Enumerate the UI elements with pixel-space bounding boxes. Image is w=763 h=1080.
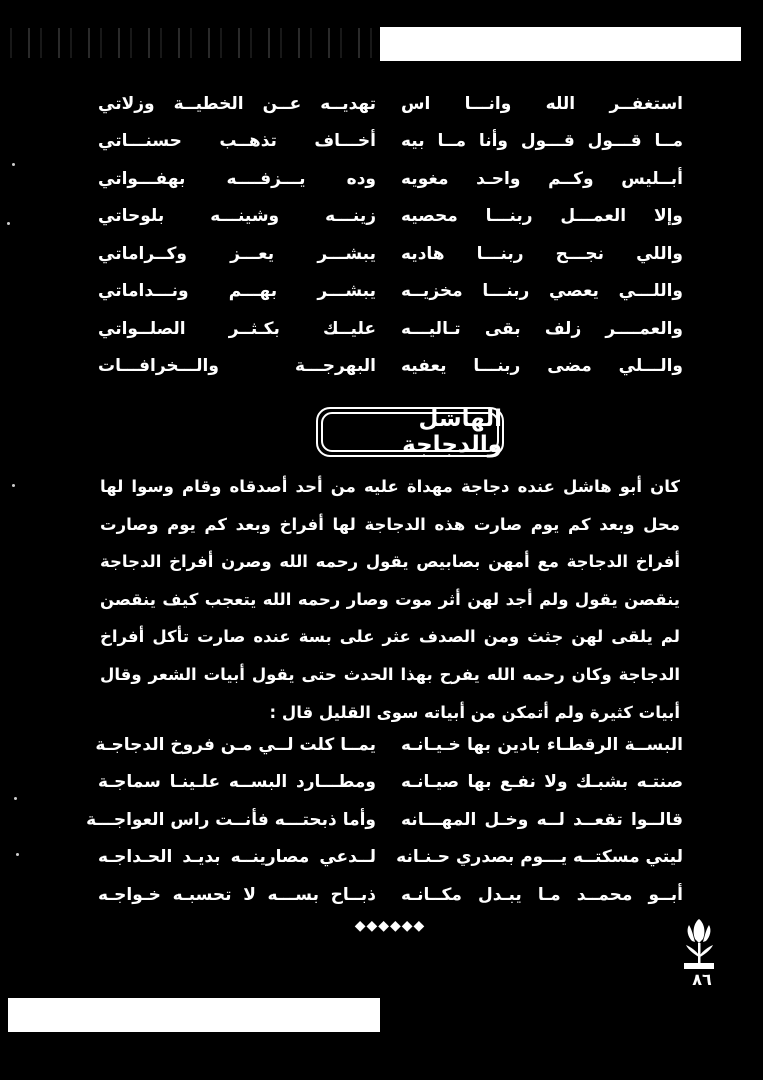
verse-line [98, 876, 683, 914]
header-redaction-bar [380, 27, 741, 61]
verse-line [95, 726, 683, 764]
verse-first-hemistich: صنتـه بشبـك ولا نفـع بها صيـانـه [401, 772, 683, 793]
verse-first-hemistich: قالــوا تقعــد لــه وخـل المهـــانه [401, 809, 683, 830]
page-number: ٨٦ [692, 970, 712, 989]
verse-second-hemistich: ذبــاح بســـه لا تحسبـه خـواجـه [98, 884, 376, 905]
verse-first-hemistich: واللـــي يعصي ربنـــا مخزيــه [401, 281, 683, 302]
paragraph-line: لم يلقى لهن جثث ومن الصدف عثر على بسة عنده صارت تأكل أفراخ [100, 627, 680, 647]
poem-one [98, 85, 683, 385]
verse-first-hemistich: أبــليس وكــم واحـد مغويه [401, 168, 683, 189]
verse-second-hemistich: ومطـــارد البســه علـينـا سماجـة [98, 772, 376, 793]
verse-line [98, 310, 683, 348]
paragraph-line: الدجاجة وكان رحمه الله يفرح بهذا الحدث حتى يقول أبيات الشعر وقال [100, 664, 680, 684]
verse-line [98, 160, 683, 198]
verse-line [98, 85, 683, 123]
verse-second-hemistich: يبشـــر يعـــز وكــراماتي [98, 243, 376, 264]
verse-second-hemistich: وده يـــزفــــه بهفـــواتي [98, 168, 376, 189]
verse-first-hemistich: والـــلي مضى ربنـــا يعفيه [401, 356, 683, 377]
paragraph-line: محل وبعد كم يوم صارت هذه الدجاجة لها أفراخ وبعد كم يوم وصارت [100, 514, 680, 534]
verse-second-hemistich: أخـــاف تذهــب حسنـــاتي [98, 131, 376, 152]
verse-line [98, 348, 683, 386]
verse-first-hemistich: مــا قـــول قـــول وأنا مــا بيه [401, 131, 683, 152]
paragraph-line: أبيات كثيرة ولم أتمكن من أبياته سوى القليل قال : [269, 702, 680, 722]
verse-line [98, 123, 683, 161]
verse-first-hemistich: أبــو محمــد مـا يبـدل مكــانـه [401, 884, 683, 905]
verse-first-hemistich: استغفــر الله وانـــا اس [401, 93, 683, 114]
section-separator: ◆◆◆◆◆◆ [354, 918, 426, 934]
tulip-icon [680, 913, 718, 971]
verse-second-hemistich: لــدعي مصارينــه بديـد الحـداجـه [98, 847, 376, 868]
story-paragraph [100, 468, 680, 731]
verse-second-hemistich: زينـــه وشينـــه بلوحاتي [98, 206, 376, 227]
scan-speck [16, 853, 19, 856]
verse-line [98, 273, 683, 311]
section-title-box [316, 407, 504, 457]
verse-first-hemistich: والعمــــر زلف بقى تـاليـــه [401, 318, 683, 339]
section-title: الهاشل والدجاجة [402, 406, 502, 458]
verse-second-hemistich: عليــك بكـثــر الصلــواتي [98, 318, 376, 339]
paragraph-line: كان أبو هاشل عنده دجاجة مهداة عليه من أحد أصدقاه وقام وسوا لها [100, 477, 680, 496]
verse-line [98, 839, 683, 877]
verse-first-hemistich: واللي نجـــح ربنـــا هاديه [401, 243, 683, 264]
scan-noise [0, 28, 375, 58]
verse-first-hemistich: وإلا العمـــل ربنـــا محصيه [401, 206, 683, 227]
verse-first-hemistich: البســة الرقطـاء بادين بها خـيـانـه [401, 734, 683, 755]
scan-speck [12, 163, 15, 166]
verse-line [98, 764, 683, 802]
verse-second-hemistich: وأما ذبحتـــه فأنــت راس العواجـــة [86, 809, 376, 830]
verse-first-hemistich: ليتي مسكتــه يـــوم بصدري حـنـانه [396, 847, 683, 868]
verse-second-hemistich: يبشـــر بهـــم ونـــداماتي [98, 281, 376, 302]
verse-line [98, 198, 683, 236]
poem-two [86, 726, 683, 914]
verse-second-hemistich: البهرجـــة والـــخرافـــات [98, 356, 376, 377]
scan-speck [7, 222, 10, 225]
paragraph-line: ينقصن يقول ولم أجد لهن أثر موت وصار رحمه الله يتعجب كيف ينقصن [100, 589, 680, 609]
verse-second-hemistich: يمــا كلت لــي مـن فروخ الدجاجـة [95, 734, 376, 755]
verse-line [86, 801, 683, 839]
verse-second-hemistich: تهديــه عــن الخطيــة وزلاتي [98, 93, 376, 114]
scan-speck [12, 484, 15, 487]
footer-redaction-bar [8, 998, 380, 1032]
scan-speck [14, 797, 17, 800]
verse-line [98, 235, 683, 273]
paragraph-line: أفراخ الدجاجة مع أمهن بصابيص يقول رحمه الله وصرن أفراخ الدجاجة [100, 552, 680, 572]
